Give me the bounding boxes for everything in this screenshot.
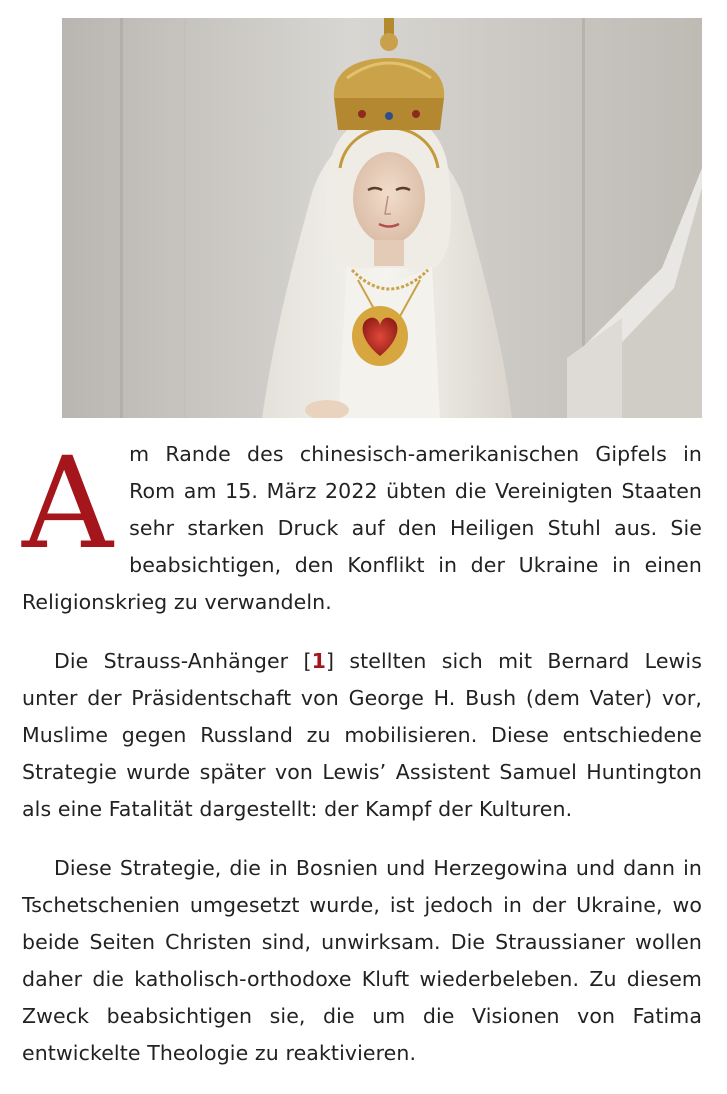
paragraph-1-text: m Rande des chinesisch-amerikanischen Gipfels in Rom am 15. März 2022 übten die Vereinigten Staaten sehr starken Druck auf den Heiligen Stuhl aus. Sie beabsichtigen, den Konflikt in der Ukraine in einen Religionskrieg zu verwandeln.: [22, 442, 702, 614]
drop-cap: A: [22, 430, 114, 577]
footnote-bracket-open: [: [303, 649, 312, 673]
paragraph-2-text-after: stellten sich mit Bernard Lewis unter der Präsidentschaft von George H. Bush (dem Vater) vor, Muslime gegen Russland zu mobilisieren. Diese entschiedene Strategie wurde später von Lewis’ Assistent Samuel Huntington als eine Fatalität dargestellt: der Kampf der Kulturen.: [22, 649, 702, 821]
paragraph-2-text-before: Die Strauss-Anhänger: [54, 649, 304, 673]
article-paragraph-2: [22, 643, 702, 828]
article-photo: [62, 18, 702, 418]
footnote-bracket-close: ]: [325, 649, 335, 673]
article-paragraph-1: [22, 430, 702, 621]
article-paragraph-3: Diese Strategie, die in Bosnien und Herzegowina und dann in Tschetschenien umgesetzt wurde, ist jedoch in der Ukraine, wo beide Seiten Christen sind, unwirksam. Die Straussianer wollen daher die katholisch-orthodoxe Kluft wiederbeleben. Zu diesem Zweck beabsichtigen sie, die um die Visionen von Fatima entwickelte Theologie zu reaktivieren.: [22, 856, 702, 1065]
article-body: [22, 430, 702, 1094]
madonna-statue-image: [62, 18, 702, 418]
footnote-link-1[interactable]: 1: [311, 649, 326, 673]
